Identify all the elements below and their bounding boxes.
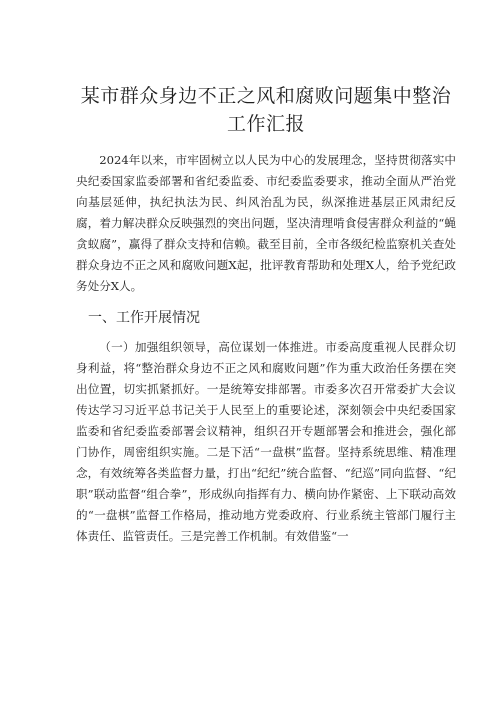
body-paragraph: （一）加强组织领导，高位谋划一体推进。市委高度重视人民群众切身利益，将“整治群众身边不正之风和腐败问题”作为重大政治任务摆在突出位置，切实抓紧抓好。一是统筹安排部署。市委多次召开常委扩大会议传达学习习近平总书记关于人民至上的重要论述，深刻领会中央纪委国家监委和省纪委监委部署会议精神，组织召开专题部署会和推进会，强化部门协作，周密组织实施。二是下活“一盘棋”监督。坚持系统思维、精准理念，有效统筹各类监督力量，打出“纪纪”统合监督、“纪巡”同向监督、“纪职”联动监督“组合拳”，形成纵向指挥有力、横向协作紧密、上下联动高效的“一盘棋”监督工作格局，推动地方党委政府、行业系统主管部门履行主体责任、监管责任。三是完善工作机制。有效借鉴“一	[76, 340, 456, 543]
intro-paragraph: 2024年以来，市牢固树立以人民为中心的发展理念，坚持贯彻落实中央纪委国家监委部署和省纪委监委、市纪委监委要求，推动全面从严治党向基层延伸，执纪执法为民、纠风治乱为民，纵深推进基层正风肃纪反腐，着力解决群众反映强烈的突出问题，坚决清理啃食侵害群众利益的“蝇贪蚁腐”，赢得了群众支持和信赖。截至目前，全市各级纪检监察机关查处群众身边不正之风和腐败问题X起，批评教育帮助和处理X人，给予党纪政务处分X人。	[76, 153, 456, 293]
document-title: 某市群众身边不正之风和腐败问题集中整治工作汇报	[80, 85, 452, 135]
section-heading: 一、工作开展情况	[88, 310, 200, 326]
